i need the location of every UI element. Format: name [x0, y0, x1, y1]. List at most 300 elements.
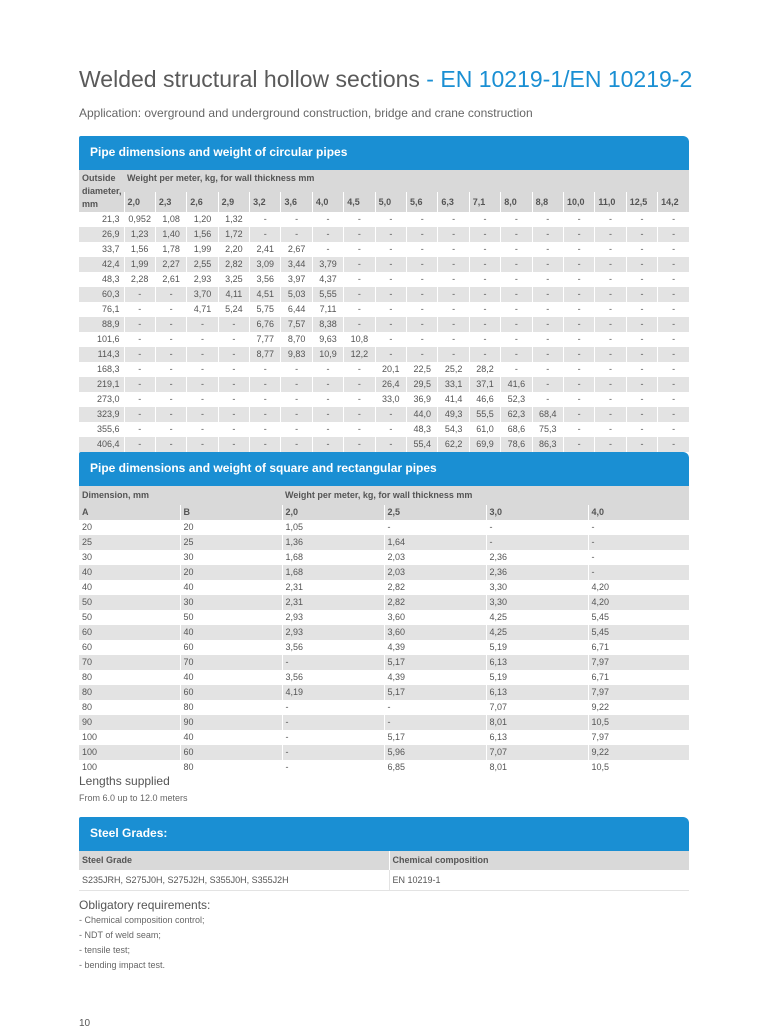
thickness-header: 2,6 [187, 192, 218, 212]
weight-cell: 5,17 [384, 730, 486, 745]
dimension-a-cell: 100 [82, 732, 98, 742]
weight-cell: - [218, 347, 249, 362]
weight-cell: 2,03 [384, 565, 486, 580]
thickness-header: 8,8 [532, 192, 563, 212]
weight-cell: 9,22 [588, 700, 689, 715]
weight-cell: - [595, 272, 626, 287]
weight-cell: - [155, 287, 186, 302]
weight-cell: - [532, 317, 563, 332]
weight-cell: - [344, 407, 375, 422]
weight-cell: 54,3 [438, 422, 469, 437]
weight-cell: - [658, 317, 690, 332]
diameter-cell: 114,3 [79, 347, 124, 362]
diameter-cell: 60,3 [79, 287, 124, 302]
weight-cell: 7,11 [312, 302, 343, 317]
weight-cell: - [658, 257, 690, 272]
weight-cell: - [344, 242, 375, 257]
dimension-b-cell: 20 [180, 520, 282, 535]
weight-cell: 7,97 [588, 655, 689, 670]
weight-cell: - [532, 242, 563, 257]
weight-cell: - [375, 257, 406, 272]
weight-cell: - [312, 212, 343, 227]
weight-cell: - [658, 212, 690, 227]
weight-cell: - [281, 422, 312, 437]
diameter-cell: 168,3 [96, 364, 120, 374]
weight-cell: 46,6 [469, 392, 500, 407]
weight-cell: - [250, 377, 281, 392]
weight-cell: - [155, 407, 186, 422]
weight-cell: - [626, 407, 657, 422]
diameter-cell: 33,7 [101, 244, 120, 254]
weight-cell: - [563, 377, 594, 392]
requirement-item: - Chemical composition control; [79, 915, 205, 925]
weight-cell: - [563, 422, 594, 437]
weight-cell: - [501, 362, 532, 377]
table-row [79, 227, 689, 242]
weight-cell: - [375, 437, 406, 452]
weight-cell: - [438, 317, 469, 332]
weight-cell: - [344, 212, 375, 227]
steel-grades-table [79, 851, 689, 891]
weight-cell: - [595, 347, 626, 362]
weight-cell: 7,77 [250, 332, 281, 347]
weight-cell: - [250, 407, 281, 422]
weight-cell: - [438, 287, 469, 302]
weight-cell: - [155, 437, 186, 452]
weight-cell: 52,3 [501, 392, 532, 407]
weight-cell: - [532, 347, 563, 362]
dimension-a-cell: 30 [82, 552, 93, 562]
weight-cell: - [155, 362, 186, 377]
diameter-cell: 26,9 [79, 227, 124, 242]
weight-cell: - [407, 287, 438, 302]
weight-cell: 5,19 [486, 670, 588, 685]
table-row [79, 242, 689, 257]
weight-cell: 5,55 [312, 287, 343, 302]
dimension-b-cell: 60 [180, 640, 282, 655]
weight-cell: - [187, 317, 218, 332]
weight-cell: - [281, 392, 312, 407]
table-row [79, 332, 689, 347]
weight-cell: - [155, 302, 186, 317]
dimension-a-cell: 40 [82, 582, 93, 592]
weight-cell: - [438, 272, 469, 287]
chemical-composition-header: Chemical composition [389, 851, 689, 870]
weight-cell: 2,27 [155, 257, 186, 272]
weight-cell: 3,79 [312, 257, 343, 272]
weight-cell: - [532, 377, 563, 392]
weight-cell: - [124, 317, 155, 332]
weight-cell: - [281, 227, 312, 242]
diameter-cell: 355,6 [96, 424, 120, 434]
weight-cell: 1,56 [187, 227, 218, 242]
diameter-cell: 273,0 [96, 394, 120, 404]
weight-cell: 4,25 [486, 610, 588, 625]
weight-cell: - [595, 287, 626, 302]
table-row [79, 715, 689, 730]
weight-cell: 5,45 [588, 610, 689, 625]
dimension-b-cell: 60 [180, 685, 282, 700]
weight-cell: 5,17 [384, 685, 486, 700]
weight-cell: - [532, 272, 563, 287]
weight-cell: 4,20 [588, 580, 689, 595]
weight-cell: - [344, 362, 375, 377]
diameter-cell: 219,1 [79, 377, 124, 392]
weight-cell: - [595, 242, 626, 257]
weight-cell: 7,07 [486, 745, 588, 760]
table-row [79, 437, 689, 452]
weight-cell: 1,32 [218, 212, 249, 227]
weight-cell: - [250, 212, 281, 227]
weight-cell: - [532, 257, 563, 272]
weight-cell: 68,4 [532, 407, 563, 422]
weight-cell: 3,25 [218, 272, 249, 287]
weight-cell: - [563, 287, 594, 302]
weight-cell: - [532, 392, 563, 407]
weight-cell: - [595, 302, 626, 317]
weight-cell: - [344, 437, 375, 452]
title-standard: EN 10219-1/EN 10219-2 [440, 66, 693, 92]
weight-cell: - [312, 227, 343, 242]
weight-cell: - [532, 212, 563, 227]
weight-cell: 6,13 [486, 730, 588, 745]
weight-cell: - [469, 242, 500, 257]
table-row [79, 565, 689, 580]
weight-cell: - [187, 392, 218, 407]
circular-weight-header: Weight per meter, kg, for wall thickness mm [124, 170, 689, 192]
weight-cell: 41,6 [501, 377, 532, 392]
thickness-header: 8,0 [501, 192, 532, 212]
weight-cell: - [187, 362, 218, 377]
weight-cell: - [595, 377, 626, 392]
weight-cell: - [281, 407, 312, 422]
lengths-text: From 6.0 up to 12.0 meters [79, 793, 188, 803]
dimension-header: Dimension, mm [79, 486, 282, 505]
table-row [79, 625, 689, 640]
weight-cell: - [187, 422, 218, 437]
weight-cell: 37,1 [469, 377, 500, 392]
weight-cell: - [375, 407, 406, 422]
dimension-a-cell: 60 [82, 642, 93, 652]
dimension-a-cell: 80 [82, 672, 93, 682]
weight-cell: - [438, 332, 469, 347]
weight-cell: - [344, 377, 375, 392]
weight-cell: - [407, 272, 438, 287]
weight-cell: 5,75 [250, 302, 281, 317]
weight-cell: - [626, 392, 657, 407]
dimension-a-cell: 100 [82, 762, 98, 772]
weight-cell: - [595, 317, 626, 332]
weight-cell: 2,20 [218, 242, 249, 257]
weight-cell: 3,97 [281, 272, 312, 287]
weight-cell: - [469, 347, 500, 362]
weight-cell: 5,19 [486, 640, 588, 655]
weight-cell: - [218, 437, 249, 452]
requirements-list [79, 913, 205, 973]
weight-cell: 8,77 [250, 347, 281, 362]
diameter-cell: 101,6 [96, 334, 120, 344]
weight-cell: 6,85 [384, 760, 486, 775]
requirements-heading: Obligatory requirements: [79, 898, 211, 912]
outside-diameter-header: Outside diameter, mm [79, 170, 124, 212]
weight-cell: 2,41 [250, 242, 281, 257]
thickness-header: 5,6 [407, 192, 438, 212]
weight-cell: 4,20 [588, 595, 689, 610]
weight-cell: - [658, 422, 690, 437]
weight-cell: - [626, 332, 657, 347]
dimension-b-cell: 30 [180, 595, 282, 610]
diameter-cell: 323,9 [79, 407, 124, 422]
weight-cell: - [344, 272, 375, 287]
table-row [79, 670, 689, 685]
steel-grade-header: Steel Grade [79, 851, 389, 870]
weight-cell: - [124, 287, 155, 302]
weight-cell: - [344, 287, 375, 302]
table-row [79, 392, 689, 407]
weight-cell: - [501, 332, 532, 347]
chemical-composition-value: EN 10219-1 [389, 870, 689, 891]
weight-cell: 62,2 [438, 437, 469, 452]
weight-cell: 7,07 [486, 700, 588, 715]
weight-cell: - [626, 377, 657, 392]
weight-cell: - [218, 407, 249, 422]
diameter-cell: 42,4 [79, 257, 124, 272]
weight-cell: 1,99 [124, 257, 155, 272]
weight-cell: - [375, 422, 406, 437]
weight-cell: 7,97 [588, 685, 689, 700]
weight-cell: - [218, 377, 249, 392]
weight-cell: 1,40 [155, 227, 186, 242]
weight-cell: - [155, 332, 186, 347]
weight-cell: - [532, 287, 563, 302]
weight-cell: - [626, 302, 657, 317]
weight-cell: - [563, 437, 594, 452]
weight-cell: - [187, 407, 218, 422]
weight-cell: - [658, 347, 690, 362]
table-row [79, 317, 689, 332]
weight-cell: - [407, 242, 438, 257]
thickness-header: 4,0 [312, 192, 343, 212]
table-row [79, 535, 689, 550]
thickness-header: 3,2 [250, 192, 281, 212]
weight-cell: - [407, 332, 438, 347]
thickness-header: 6,3 [438, 192, 469, 212]
weight-cell: - [501, 257, 532, 272]
weight-cell: 6,76 [250, 317, 281, 332]
weight-cell: - [501, 212, 532, 227]
table-row [79, 700, 689, 715]
weight-cell: - [438, 227, 469, 242]
weight-cell: - [626, 362, 657, 377]
weight-cell: - [469, 287, 500, 302]
weight-cell: - [282, 760, 384, 775]
weight-cell: - [588, 535, 689, 550]
weight-cell: - [187, 347, 218, 362]
steel-grades-header: Steel Grades: [79, 817, 689, 851]
weight-cell: - [282, 700, 384, 715]
weight-cell: 1,64 [384, 535, 486, 550]
weight-cell: 3,56 [282, 640, 384, 655]
dimension-a-cell: 100 [79, 745, 180, 760]
weight-cell: - [218, 362, 249, 377]
weight-cell: - [563, 362, 594, 377]
weight-cell: 7,97 [588, 730, 689, 745]
weight-cell: - [384, 700, 486, 715]
weight-cell: - [344, 227, 375, 242]
weight-cell: 5,96 [384, 745, 486, 760]
column-header: 3,0 [486, 505, 588, 520]
weight-cell: - [563, 407, 594, 422]
weight-cell: 2,61 [155, 272, 186, 287]
weight-cell: - [407, 227, 438, 242]
weight-cell: - [532, 227, 563, 242]
title-dash: - [419, 66, 441, 92]
weight-cell: 41,4 [438, 392, 469, 407]
weight-cell: 55,5 [469, 407, 500, 422]
dimension-b-cell: 30 [180, 550, 282, 565]
dimension-b-cell: 40 [180, 625, 282, 640]
weight-cell: - [563, 332, 594, 347]
weight-cell: - [588, 520, 689, 535]
weight-cell: - [438, 212, 469, 227]
weight-cell: - [250, 227, 281, 242]
weight-cell: 8,70 [281, 332, 312, 347]
weight-cell: 5,17 [384, 655, 486, 670]
dimension-a-cell: 25 [79, 535, 180, 550]
weight-cell: - [250, 362, 281, 377]
weight-cell: 33,1 [438, 377, 469, 392]
dimension-a-cell: 40 [79, 565, 180, 580]
table-row [79, 407, 689, 422]
weight-cell: 6,44 [281, 302, 312, 317]
weight-cell: 55,4 [407, 437, 438, 452]
weight-cell: - [469, 332, 500, 347]
weight-cell: 44,0 [407, 407, 438, 422]
weight-cell: - [588, 565, 689, 580]
weight-cell: - [312, 362, 343, 377]
weight-cell: - [563, 272, 594, 287]
table-row [79, 730, 689, 745]
weight-cell: - [501, 317, 532, 332]
weight-cell: - [486, 535, 588, 550]
weight-cell: - [281, 377, 312, 392]
table-row [79, 302, 689, 317]
weight-cell: 6,13 [486, 685, 588, 700]
weight-cell: - [658, 242, 690, 257]
dimension-b-cell: 40 [180, 730, 282, 745]
thickness-header: 3,6 [281, 192, 312, 212]
weight-cell: 2,82 [218, 257, 249, 272]
weight-cell: - [501, 347, 532, 362]
weight-cell: - [155, 392, 186, 407]
weight-cell: - [187, 332, 218, 347]
table-row [79, 377, 689, 392]
column-header: A [79, 505, 180, 520]
table-row [79, 212, 689, 227]
weight-cell: 4,11 [218, 287, 249, 302]
weight-cell: - [438, 257, 469, 272]
weight-cell: 10,5 [588, 760, 689, 775]
weight-cell: - [469, 227, 500, 242]
weight-cell: 2,03 [384, 550, 486, 565]
weight-cell: - [155, 422, 186, 437]
weight-cell: 86,3 [532, 437, 563, 452]
dimension-b-cell: 20 [180, 565, 282, 580]
weight-cell: - [375, 242, 406, 257]
weight-cell: - [563, 317, 594, 332]
weight-cell: 2,93 [187, 272, 218, 287]
thickness-header: 2,9 [218, 192, 249, 212]
weight-cell: - [344, 257, 375, 272]
weight-cell: - [532, 362, 563, 377]
weight-cell: - [375, 302, 406, 317]
weight-cell: 1,99 [187, 242, 218, 257]
weight-cell: - [563, 212, 594, 227]
table-row [79, 550, 689, 565]
weight-cell: - [563, 347, 594, 362]
weight-cell: 1,56 [124, 242, 155, 257]
weight-cell: 26,4 [375, 377, 406, 392]
weight-cell: - [626, 272, 657, 287]
thickness-header: 12,5 [626, 192, 657, 212]
weight-cell: 4,39 [384, 640, 486, 655]
weight-cell: - [344, 392, 375, 407]
column-header: 2,5 [384, 505, 486, 520]
weight-cell: - [124, 362, 155, 377]
weight-cell: - [595, 332, 626, 347]
weight-cell: 1,20 [187, 212, 218, 227]
thickness-header: 2,3 [155, 192, 186, 212]
table-row [79, 655, 689, 670]
weight-cell: - [281, 362, 312, 377]
weight-cell: - [658, 287, 690, 302]
thickness-header: 5,0 [375, 192, 406, 212]
weight-cell: - [407, 212, 438, 227]
weight-cell: 1,36 [282, 535, 384, 550]
dimension-a-cell: 80 [82, 702, 93, 712]
table-row [79, 610, 689, 625]
circular-pipes-table [79, 170, 689, 452]
table-row [79, 595, 689, 610]
dimension-b-cell: 90 [180, 715, 282, 730]
weight-cell: - [187, 377, 218, 392]
weight-cell: 68,6 [501, 422, 532, 437]
weight-cell: - [124, 332, 155, 347]
weight-cell: 1,72 [218, 227, 249, 242]
weight-cell: 3,44 [281, 257, 312, 272]
diameter-cell: 21,3 [101, 214, 120, 224]
weight-cell: - [469, 317, 500, 332]
column-header: 2,0 [282, 505, 384, 520]
weight-cell: 78,6 [501, 437, 532, 452]
weight-cell: - [658, 437, 690, 452]
weight-cell: - [658, 227, 690, 242]
weight-cell: 4,71 [187, 302, 218, 317]
weight-cell: - [501, 272, 532, 287]
weight-cell: - [438, 242, 469, 257]
weight-cell: - [626, 257, 657, 272]
weight-cell: 1,78 [155, 242, 186, 257]
weight-cell: - [218, 422, 249, 437]
weight-cell: - [124, 377, 155, 392]
weight-cell: - [312, 377, 343, 392]
weight-cell: - [469, 212, 500, 227]
weight-cell: - [124, 422, 155, 437]
weight-cell: - [501, 287, 532, 302]
weight-cell: - [250, 422, 281, 437]
weight-cell: - [155, 317, 186, 332]
weight-cell: 3,30 [486, 595, 588, 610]
